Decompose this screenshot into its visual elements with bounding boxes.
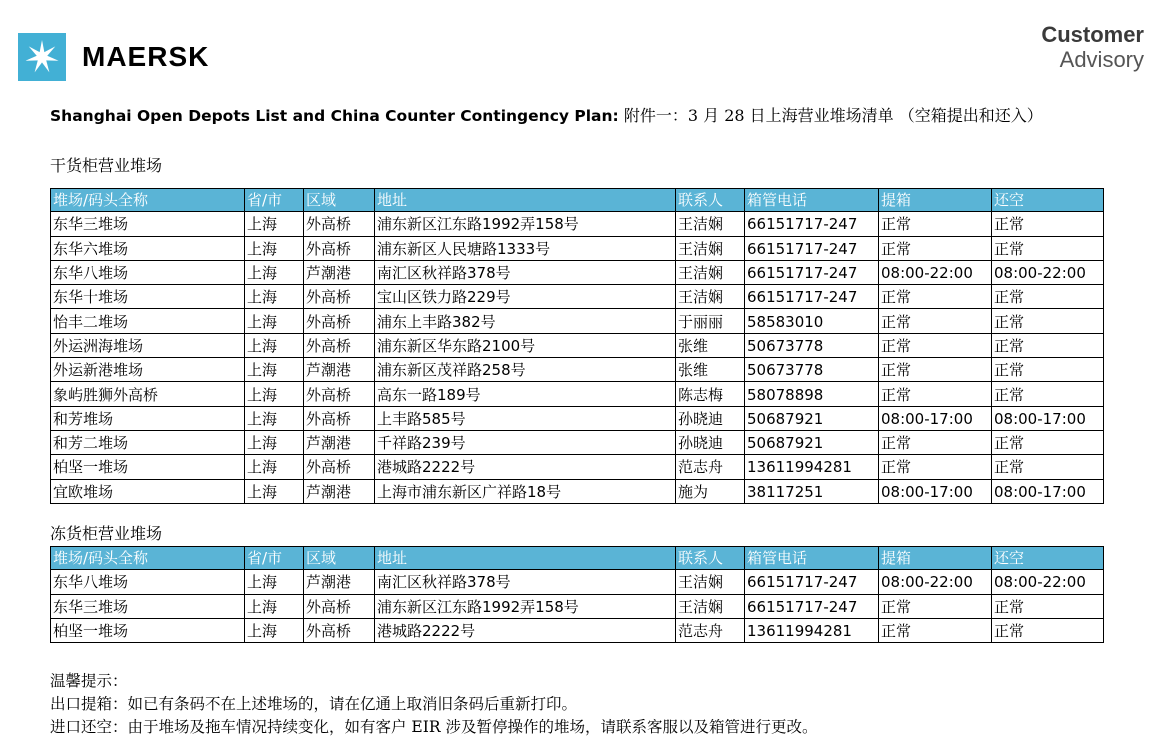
- table-cell: 东华六堆场: [51, 236, 245, 260]
- table-cell: 上海: [245, 479, 304, 503]
- table-cell: 正常: [879, 212, 992, 236]
- table-cell: 南汇区秋祥路378号: [375, 570, 676, 594]
- table-cell: 陈志梅: [676, 382, 745, 406]
- column-header: 区域: [304, 547, 375, 570]
- table-cell: 施为: [676, 479, 745, 503]
- table-cell: 上海: [245, 406, 304, 430]
- table-cell: 范志舟: [676, 455, 745, 479]
- table-cell: 正常: [992, 236, 1104, 260]
- table-cell: 浦东新区华东路2100号: [375, 333, 676, 357]
- table-cell: 66151717-247: [745, 212, 879, 236]
- table-cell: 高东一路189号: [375, 382, 676, 406]
- table-cell: 浦东新区茂祥路258号: [375, 358, 676, 382]
- table-cell: 正常: [992, 618, 1104, 642]
- table-row: [51, 260, 1104, 284]
- table-cell: 正常: [992, 430, 1104, 454]
- frozen-depots-table: [50, 546, 1104, 643]
- table-row: [51, 358, 1104, 382]
- table-cell: 东华十堆场: [51, 285, 245, 309]
- table-cell: 50687921: [745, 430, 879, 454]
- table-cell: 外高桥: [304, 406, 375, 430]
- table-cell: 柏坚一堆场: [51, 618, 245, 642]
- table-cell: 正常: [879, 455, 992, 479]
- table-cell: 外高桥: [304, 594, 375, 618]
- table-cell: 外运新港堆场: [51, 358, 245, 382]
- frozen-section-title: 冻货柜营业堆场: [50, 524, 163, 543]
- table-cell: 上海: [245, 333, 304, 357]
- advisory-line-2: Advisory: [1059, 47, 1144, 72]
- brand-name: MAERSK: [82, 41, 210, 72]
- table-cell: 正常: [879, 333, 992, 357]
- table-cell: 芦潮港: [304, 479, 375, 503]
- table-row: [51, 309, 1104, 333]
- table-cell: 范志舟: [676, 618, 745, 642]
- column-header: 区域: [304, 189, 375, 212]
- table-cell: 正常: [879, 382, 992, 406]
- maersk-logo: [18, 33, 209, 81]
- table-cell: 千祥路239号: [375, 430, 676, 454]
- table-cell: 王洁娴: [676, 594, 745, 618]
- table-cell: 港城路2222号: [375, 455, 676, 479]
- table-cell: 正常: [879, 236, 992, 260]
- table-cell: 象屿胜狮外高桥: [51, 382, 245, 406]
- table-cell: 58583010: [745, 309, 879, 333]
- table-cell: 正常: [879, 594, 992, 618]
- advisory-line-1: Customer: [1041, 22, 1144, 47]
- column-header: 地址: [375, 189, 676, 212]
- table-cell: 正常: [879, 285, 992, 309]
- table-cell: 孙晓迪: [676, 406, 745, 430]
- table-header-row: [51, 189, 1104, 212]
- table-cell: 王洁娴: [676, 236, 745, 260]
- column-header: 堆场/码头全称: [51, 547, 245, 570]
- table-cell: 和芳堆场: [51, 406, 245, 430]
- table-cell: 上海: [245, 594, 304, 618]
- column-header: 省/市: [245, 189, 304, 212]
- table-cell: 正常: [992, 594, 1104, 618]
- dry-depots-table: [50, 188, 1104, 504]
- column-header: 提箱: [879, 189, 992, 212]
- table-cell: 上海: [245, 455, 304, 479]
- table-cell: 王洁娴: [676, 570, 745, 594]
- table-cell: 正常: [992, 333, 1104, 357]
- table-cell: 上海: [245, 430, 304, 454]
- table-cell: 66151717-247: [745, 594, 879, 618]
- table-cell: 东华三堆场: [51, 594, 245, 618]
- table-cell: 正常: [879, 309, 992, 333]
- table-cell: 宝山区铁力路229号: [375, 285, 676, 309]
- table-row: [51, 382, 1104, 406]
- table-cell: 东华八堆场: [51, 570, 245, 594]
- table-cell: 港城路2222号: [375, 618, 676, 642]
- customer-advisory-label: [1041, 22, 1144, 72]
- table-cell: 外高桥: [304, 212, 375, 236]
- column-header: 地址: [375, 547, 676, 570]
- table-cell: 上海: [245, 212, 304, 236]
- table-cell: 浦东新区江东路1992弄158号: [375, 594, 676, 618]
- table-cell: 芦潮港: [304, 358, 375, 382]
- table-cell: 66151717-247: [745, 236, 879, 260]
- table-cell: 50673778: [745, 333, 879, 357]
- table-cell: 66151717-247: [745, 570, 879, 594]
- table-cell: 正常: [879, 358, 992, 382]
- table-cell: 上海: [245, 570, 304, 594]
- table-row: [51, 212, 1104, 236]
- column-header: 联系人: [676, 547, 745, 570]
- table-cell: 浦东新区江东路1992弄158号: [375, 212, 676, 236]
- table-cell: 外高桥: [304, 618, 375, 642]
- table-cell: 外高桥: [304, 333, 375, 357]
- table-cell: 正常: [992, 382, 1104, 406]
- headline-rest: 附件一：3 月 28 日上海营业堆场清单 （空箱提出和还入）: [618, 106, 1043, 125]
- table-cell: 13611994281: [745, 455, 879, 479]
- table-cell: 张维: [676, 333, 745, 357]
- table-cell: 38117251: [745, 479, 879, 503]
- table-row: [51, 406, 1104, 430]
- table-cell: 66151717-247: [745, 285, 879, 309]
- table-cell: 上海: [245, 358, 304, 382]
- notes-title: 温馨提示：: [50, 672, 128, 690]
- table-cell: 上海: [245, 260, 304, 284]
- notes-block: [50, 670, 817, 739]
- table-cell: 芦潮港: [304, 570, 375, 594]
- table-row: [51, 430, 1104, 454]
- table-cell: 上海市浦东新区广祥路18号: [375, 479, 676, 503]
- table-cell: 08:00-22:00: [879, 570, 992, 594]
- table-cell: 柏坚一堆场: [51, 455, 245, 479]
- column-header: 联系人: [676, 189, 745, 212]
- table-cell: 上海: [245, 309, 304, 333]
- table-cell: 浦东新区人民塘路1333号: [375, 236, 676, 260]
- table-cell: 外运洲海堆场: [51, 333, 245, 357]
- table-header-row: [51, 547, 1104, 570]
- table-cell: 浦东上丰路382号: [375, 309, 676, 333]
- table-row: [51, 455, 1104, 479]
- table-cell: 13611994281: [745, 618, 879, 642]
- table-row: [51, 570, 1104, 594]
- table-cell: 外高桥: [304, 455, 375, 479]
- document-headline: [50, 103, 1043, 126]
- table-cell: 宜欧堆场: [51, 479, 245, 503]
- table-cell: 上海: [245, 382, 304, 406]
- table-cell: 08:00-22:00: [879, 260, 992, 284]
- table-cell: 正常: [992, 455, 1104, 479]
- column-header: 堆场/码头全称: [51, 189, 245, 212]
- table-cell: 和芳二堆场: [51, 430, 245, 454]
- table-row: [51, 285, 1104, 309]
- notes-line-export: 出口提箱：如已有条码不在上述堆场的，请在亿通上取消旧条码后重新打印。: [50, 695, 578, 713]
- table-cell: 上海: [245, 285, 304, 309]
- table-cell: 08:00-17:00: [992, 406, 1104, 430]
- table-cell: 08:00-22:00: [992, 260, 1104, 284]
- table-cell: 正常: [879, 618, 992, 642]
- table-cell: 上海: [245, 618, 304, 642]
- notes-line-import: 进口还空：由于堆场及拖车情况持续变化，如有客户 EIR 涉及暂停操作的堆场，请联系客服以及箱管进行更改。: [50, 718, 818, 736]
- table-cell: 66151717-247: [745, 260, 879, 284]
- table-cell: 上丰路585号: [375, 406, 676, 430]
- column-header: 箱管电话: [745, 189, 879, 212]
- table-cell: 08:00-17:00: [879, 479, 992, 503]
- table-cell: 08:00-17:00: [992, 479, 1104, 503]
- table-cell: 50673778: [745, 358, 879, 382]
- table-row: [51, 236, 1104, 260]
- table-cell: 外高桥: [304, 309, 375, 333]
- table-cell: 王洁娴: [676, 212, 745, 236]
- table-cell: 王洁娴: [676, 285, 745, 309]
- table-cell: 于丽丽: [676, 309, 745, 333]
- table-cell: 08:00-17:00: [879, 406, 992, 430]
- table-cell: 外高桥: [304, 236, 375, 260]
- table-cell: 外高桥: [304, 382, 375, 406]
- table-cell: 芦潮港: [304, 260, 375, 284]
- table-cell: 正常: [992, 212, 1104, 236]
- dry-section-title: 干货柜营业堆场: [50, 156, 163, 175]
- table-cell: 王洁娴: [676, 260, 745, 284]
- table-cell: 芦潮港: [304, 430, 375, 454]
- table-row: [51, 333, 1104, 357]
- table-cell: 东华三堆场: [51, 212, 245, 236]
- column-header: 还空: [992, 547, 1104, 570]
- table-cell: 正常: [992, 358, 1104, 382]
- table-cell: 东华八堆场: [51, 260, 245, 284]
- column-header: 省/市: [245, 547, 304, 570]
- column-header: 还空: [992, 189, 1104, 212]
- table-cell: 正常: [879, 430, 992, 454]
- star-icon: [18, 33, 66, 81]
- column-header: 箱管电话: [745, 547, 879, 570]
- table-cell: 怡丰二堆场: [51, 309, 245, 333]
- headline-bold: Shanghai Open Depots List and China Counter Contingency Plan:: [50, 107, 619, 125]
- table-row: [51, 618, 1104, 642]
- table-cell: 张维: [676, 358, 745, 382]
- table-cell: 正常: [992, 309, 1104, 333]
- table-cell: 孙晓迪: [676, 430, 745, 454]
- table-cell: 外高桥: [304, 285, 375, 309]
- table-cell: 58078898: [745, 382, 879, 406]
- table-cell: 上海: [245, 236, 304, 260]
- table-cell: 南汇区秋祥路378号: [375, 260, 676, 284]
- table-row: [51, 594, 1104, 618]
- table-cell: 50687921: [745, 406, 879, 430]
- table-cell: 08:00-22:00: [992, 570, 1104, 594]
- column-header: 提箱: [879, 547, 992, 570]
- table-cell: 正常: [992, 285, 1104, 309]
- table-row: [51, 479, 1104, 503]
